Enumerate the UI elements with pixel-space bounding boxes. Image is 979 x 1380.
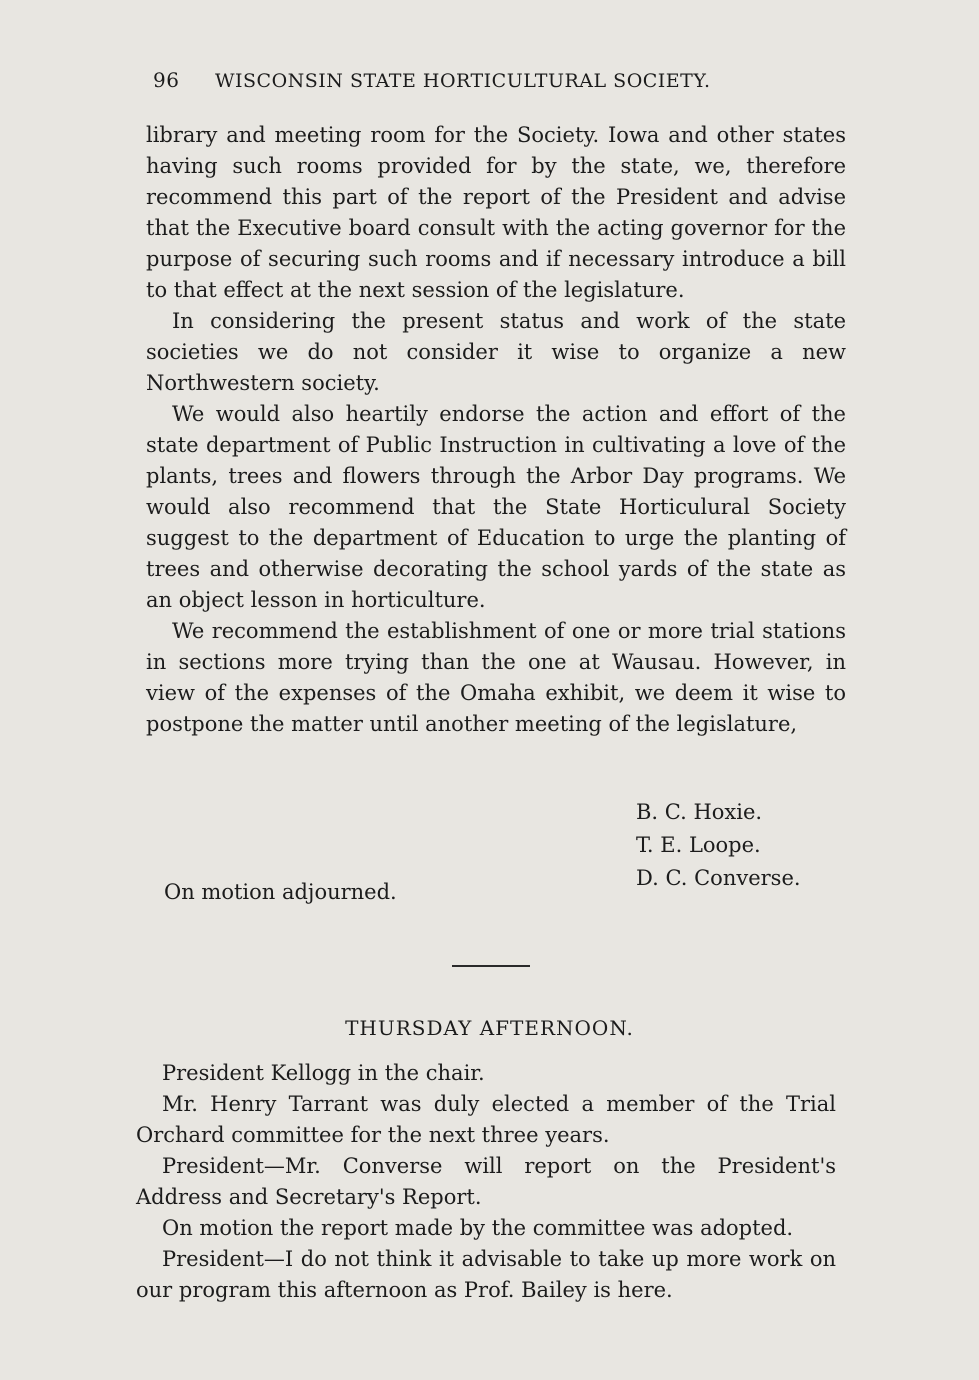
proceedings-paragraph: Mr. Henry Tarrant was duly elected a member of the Trial Orchard committee for the next three years. (136, 1092, 836, 1147)
proceedings-paragraph: President—Mr. Converse will report on the President's Address and Secretary's Report. (136, 1154, 836, 1209)
page-header (153, 68, 793, 92)
report-paragraph: We recommend the establishment of one or more trial stations in sections more trying than the one at Wausau. However, in view of the expenses of the Omaha exhibit, we deem it wise to postpone the matter until another meeting of the legislature, (146, 619, 846, 736)
report-paragraph: We would also heartily endorse the action and effort of the state department of Public Instruction in cultivating a love of the plants, trees and flowers through the Arbor Day programs. We would also recommend that the State Horticulural Society suggest to the department of Education to urge the planting of trees and otherwise decorating the school yards of the state as an object lesson in horticulture. (146, 402, 846, 612)
proceedings-paragraph: On motion the report made by the committee was adopted. (162, 1216, 794, 1240)
section-divider (452, 965, 530, 967)
signer-name: T. E. Loope. (636, 833, 761, 857)
afternoon-proceedings (136, 1058, 836, 1306)
report-paragraph: In considering the present status and work of the state societies we do not consider it wise to organize a new Northwestern society. (146, 309, 846, 395)
report-paragraph: library and meeting room for the Society. Iowa and other states having such rooms provided for by the state, we, therefore recommend this part of the report of the President and advise that the Executive board consult with the acting governor for the purpose of securing such rooms and if necessary introduce a bill to that effect at the next session of the legislature. (146, 123, 846, 302)
committee-report (146, 120, 846, 740)
page-number: 96 (153, 68, 180, 92)
running-title: WISCONSIN STATE HORTICULTURAL SOCIETY. (215, 70, 711, 92)
signer-name: B. C. Hoxie. (636, 800, 763, 824)
proceedings-paragraph: President—I do not think it advisable to take up more work on our program this afternoon as Prof. Bailey is here. (136, 1247, 836, 1302)
proceedings-paragraph: President Kellogg in the chair. (162, 1061, 485, 1085)
signature-block (636, 796, 801, 895)
signer-name: D. C. Converse. (636, 866, 801, 890)
section-heading: THURSDAY AFTERNOON. (345, 1016, 634, 1040)
adjourned-note: On motion adjourned. (164, 880, 397, 904)
